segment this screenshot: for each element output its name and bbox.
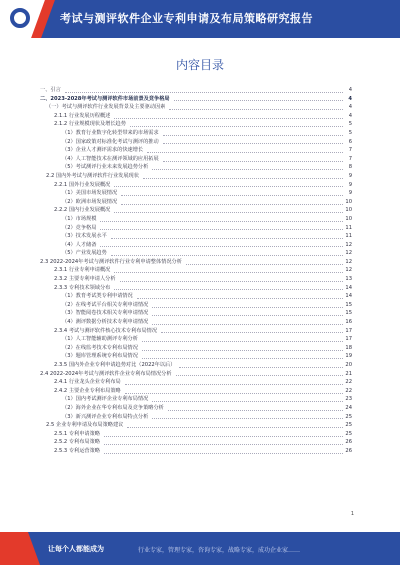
toc-entry[interactable] xyxy=(40,275,352,284)
toc-entry-page: 10 xyxy=(345,207,352,214)
toc-leader-dots xyxy=(152,324,343,325)
toc-entry-page: 9 xyxy=(348,181,352,188)
toc-entry-label: 2.1.1 行业发展历程概述 xyxy=(54,112,111,119)
toc-leader-dots xyxy=(186,264,343,265)
toc-entry-page: 19 xyxy=(345,353,352,360)
toc-leader-dots xyxy=(120,281,343,282)
toc-entry-label: （2）欧洲市场发展情况 xyxy=(62,198,118,205)
toc-entry-page: 22 xyxy=(345,387,352,394)
toc-entry[interactable] xyxy=(40,163,352,172)
toc-leader-dots xyxy=(147,152,343,153)
toc-entry-label: 2.5.3 专利运营策略 xyxy=(54,447,100,454)
toc-leader-dots xyxy=(142,350,343,351)
toc-entry-label: （1）教育行业数字化转型带来的市场需求 xyxy=(62,129,159,136)
toc-entry[interactable] xyxy=(40,387,352,396)
toc-entry-label: 2.5.1 专利申请策略 xyxy=(54,430,100,437)
toc-entry-label: （3）题库管理系统专利布局情况 xyxy=(62,353,138,360)
toc-entry-label: 2.3.5 国内外企业专利申请趋势对比（2022年以后） xyxy=(54,362,176,368)
toc-entry[interactable] xyxy=(40,318,352,327)
toc-entry-label: 2.3.3 专利技术领域分布 xyxy=(54,284,111,291)
toc-entry-label: 2.5 企业专利申请及布局策略建议 xyxy=(46,422,124,429)
toc-entry[interactable] xyxy=(40,155,352,164)
toc-entry-page: 23 xyxy=(345,396,352,403)
toc-leader-dots xyxy=(125,384,343,385)
toc-entry-page: 20 xyxy=(345,362,352,368)
toc-entry-page: 8 xyxy=(348,164,352,171)
toc-entry-label: （4）人工智能技术在测评领域的应用拓展 xyxy=(62,155,159,162)
toc-entry-page: 21 xyxy=(345,370,352,377)
toc-entry-page: 15 xyxy=(345,310,352,317)
toc-leader-dots xyxy=(161,332,343,333)
toc-entry-label: （4）人才储备 xyxy=(62,241,97,248)
toc-entry[interactable] xyxy=(40,249,352,258)
toc-entry[interactable] xyxy=(40,352,352,361)
toc-entry[interactable] xyxy=(40,370,352,379)
toc-entry-page: 4 xyxy=(348,112,352,119)
toc-entry-page: 10 xyxy=(345,215,352,222)
toc-entry[interactable] xyxy=(40,215,352,224)
toc-leader-dots xyxy=(168,410,343,411)
toc-entry-page: 25 xyxy=(345,430,352,437)
toc-entry-page: 12 xyxy=(345,250,352,257)
toc-leader-dots xyxy=(114,212,343,213)
toc-entry-page: 13 xyxy=(345,276,352,283)
toc-entry-label: 一、引言 xyxy=(40,87,61,93)
footer-accent-shape xyxy=(0,532,40,565)
toc-leader-dots xyxy=(65,92,343,93)
toc-entry-page: 5 xyxy=(348,121,352,128)
toc-entry[interactable] xyxy=(40,146,352,155)
toc-entry-label: （3）技术发展水平 xyxy=(62,233,107,240)
toc-entry-page: 9 xyxy=(348,172,352,179)
toc-entry-page: 17 xyxy=(345,327,352,334)
toc-entry[interactable] xyxy=(40,112,352,121)
toc-entry[interactable] xyxy=(40,138,352,147)
toc-entry[interactable] xyxy=(40,266,352,275)
toc-entry-label: （4）测评数据分析技术专利申请情况 xyxy=(62,319,149,326)
toc-entry[interactable] xyxy=(40,95,352,104)
toc-entry-page: 11 xyxy=(345,233,352,240)
toc-leader-dots xyxy=(143,178,343,179)
toc-entry-page: 12 xyxy=(345,267,352,274)
toc-leader-dots xyxy=(100,221,343,222)
toc-entry-label: 2.3.4 考试与测评软件核心技术专利布局情况 xyxy=(54,327,158,334)
toc-entry[interactable] xyxy=(40,430,352,439)
toc-entry-page: 12 xyxy=(345,241,352,248)
toc-entry-label: （5）考试测评行业未来发展趋势分析 xyxy=(62,164,149,171)
toc-leader-dots xyxy=(125,393,343,394)
toc-entry-page: 25 xyxy=(345,413,352,420)
toc-entry-label: （2）海外企业在华专利布局及竞争策略分析 xyxy=(62,404,164,411)
toc-entry-label: 2.4 2022-2024年考试与测评软件企业专利布局情况分析 xyxy=(40,370,172,377)
report-title: 考试与测评软件企业专利申请及布局策略研究报告 xyxy=(60,12,313,25)
toc-entry[interactable] xyxy=(40,232,352,241)
toc-entry-page: 4 xyxy=(348,87,352,93)
toc-leader-dots xyxy=(100,229,343,230)
toc-entry-label: 2.1.2 行业规模现状及增长趋势 xyxy=(54,121,126,128)
toc-entry[interactable] xyxy=(40,198,352,207)
toc-leader-dots xyxy=(104,436,343,437)
toc-entry[interactable] xyxy=(40,335,352,344)
toc-entry[interactable] xyxy=(40,206,352,215)
toc-entry[interactable] xyxy=(40,447,352,456)
toc-entry-label: （1）国内考试测评企业专利布局情况 xyxy=(62,396,149,403)
toc-entry-label: （1）人工智能辅助测评专利分析 xyxy=(62,336,138,343)
toc-entry-page: 14 xyxy=(345,293,352,300)
toc-entry-label: 2.3.2 主要专利申请人分析 xyxy=(54,276,116,283)
toc-entry-label: 2.5.2 专利布局策略 xyxy=(54,439,100,446)
toc-entry-page: 7 xyxy=(348,147,352,154)
page-number: 1 xyxy=(350,511,354,517)
toc-entry-page: 22 xyxy=(345,379,352,386)
toc-leader-dots xyxy=(169,109,343,110)
report-header xyxy=(0,0,400,38)
toc-leader-dots xyxy=(152,307,343,308)
toc-entry[interactable] xyxy=(40,120,352,129)
toc-entry[interactable] xyxy=(40,413,352,422)
toc-entry-label: 2.2.1 国外行业发展概况 xyxy=(54,181,111,188)
toc-leader-dots xyxy=(130,126,343,127)
toc-entry[interactable] xyxy=(40,327,352,336)
toc-leader-dots xyxy=(179,367,343,368)
toc-entry-label: （5）产业发展趋势 xyxy=(62,250,107,257)
toc-entry-label: （1）教育考试类专利申请情况 xyxy=(62,293,133,300)
toc-leader-dots xyxy=(114,186,343,187)
toc-entry-label: （一）考试与测评软件行业发展背景及主要驱动因素 xyxy=(46,104,166,111)
toc-leader-dots xyxy=(111,238,343,239)
toc-leader-dots xyxy=(104,444,343,445)
toc-entry-label: （2）竞争格局 xyxy=(62,224,97,231)
toc-entry-page: 26 xyxy=(345,447,352,454)
toc-entry[interactable] xyxy=(40,258,352,267)
toc-entry[interactable] xyxy=(40,224,352,233)
footer-tagline: 行业专家，管理专家，咨询专家，战略专家，成功企业家…… xyxy=(138,547,301,554)
toc-entry-label: （2）在线考试平台相关专利申请情况 xyxy=(62,301,149,308)
toc-entry[interactable] xyxy=(40,172,352,181)
toc-entry-label: （3）企业人才测评需求的快速增长 xyxy=(62,147,144,154)
toc-leader-dots xyxy=(163,143,343,144)
toc-entry[interactable] xyxy=(40,378,352,387)
toc-leader-dots xyxy=(137,298,343,299)
toc-entry[interactable] xyxy=(40,241,352,250)
toc-entry[interactable] xyxy=(40,395,352,404)
toc-leader-dots xyxy=(152,418,343,419)
toc-entry-label: （2）国家政策对标准化考试与测评的推动 xyxy=(62,138,159,145)
toc-entry-label: 二、2023-2028年考试与测评软件市场前景及竞争格局 xyxy=(40,95,170,102)
toc-entry-label: 2.3 2022-2024年考试与测评软件行业专利申请整体情况分析 xyxy=(40,258,182,265)
toc-entry-page: 17 xyxy=(345,336,352,343)
toc-entry[interactable] xyxy=(40,361,352,370)
toc-leader-dots xyxy=(111,255,343,256)
toc-entry[interactable] xyxy=(40,86,352,95)
toc-entry-label: 2.2 国内外考试与测评软件行业发展现状 xyxy=(46,172,139,179)
toc-leader-dots xyxy=(174,100,343,101)
toc-entry-label: 2.3.1 行业专利申请概况 xyxy=(54,267,111,274)
toc-entry-page: 6 xyxy=(348,138,352,145)
toc-entry-page: 9 xyxy=(348,190,352,197)
toc-entry-page: 18 xyxy=(345,344,352,351)
toc-entry[interactable] xyxy=(40,344,352,353)
toc-entry-page: 12 xyxy=(345,258,352,265)
toc-entry-page: 24 xyxy=(345,404,352,411)
toc-entry-page: 5 xyxy=(348,129,352,136)
toc-leader-dots xyxy=(142,341,343,342)
toc-leader-dots xyxy=(121,204,343,205)
toc-entry[interactable] xyxy=(40,309,352,318)
toc-entry-page: 4 xyxy=(348,104,352,111)
toc-leader-dots xyxy=(152,401,343,402)
toc-leader-dots xyxy=(121,195,343,196)
toc-leader-dots xyxy=(114,118,343,119)
toc-entry-page: 7 xyxy=(348,155,352,162)
toc-leader-dots xyxy=(163,161,343,162)
toc-entry-label: 2.2.2 国内行业发展概况 xyxy=(54,207,111,214)
toc-heading: 内容目录 xyxy=(175,58,224,72)
toc-entry[interactable] xyxy=(40,404,352,413)
toc-entry-label: （2）在线监考技术专利布局情况 xyxy=(62,344,138,351)
toc-entry[interactable] xyxy=(40,421,352,430)
toc-leader-dots xyxy=(100,246,343,247)
toc-entry-page: 10 xyxy=(345,198,352,205)
toc-entry[interactable] xyxy=(40,301,352,310)
toc-entry-label: （3）智能阅卷技术相关专利申请情况 xyxy=(62,310,149,317)
toc-leader-dots xyxy=(104,453,343,454)
toc-entry[interactable] xyxy=(40,284,352,293)
toc-entry-label: （1）市场规模 xyxy=(62,215,97,222)
toc-entry[interactable] xyxy=(40,189,352,198)
toc-leader-dots xyxy=(142,358,343,359)
toc-leader-dots xyxy=(176,375,343,376)
toc-leader-dots xyxy=(152,315,343,316)
toc-leader-dots xyxy=(114,289,343,290)
toc-leader-dots xyxy=(114,272,343,273)
toc-entry[interactable] xyxy=(40,438,352,447)
toc-entry-label: （1）美国市场发展情况 xyxy=(62,190,118,197)
page-footer xyxy=(0,532,400,565)
toc-entry-label: 2.4.1 行业龙头企业专利布局 xyxy=(54,379,121,386)
toc-entry-page: 16 xyxy=(345,319,352,326)
footer-slogan: 让每个人都能成为 xyxy=(48,545,104,553)
toc-entry-page: 25 xyxy=(345,422,352,429)
toc-leader-dots xyxy=(163,135,343,136)
toc-entry[interactable] xyxy=(40,292,352,301)
toc-entry[interactable] xyxy=(40,103,352,112)
toc-entry-page: 11 xyxy=(345,224,352,231)
toc-entry-page: 15 xyxy=(345,301,352,308)
toc-entry[interactable] xyxy=(40,129,352,138)
toc-leader-dots xyxy=(127,427,343,428)
toc-entry[interactable] xyxy=(40,181,352,190)
table-of-contents xyxy=(40,86,352,456)
toc-entry-label: （3）新兴测评企业专利布局特点分析 xyxy=(62,413,149,420)
toc-entry-page: 14 xyxy=(345,284,352,291)
toc-entry-page: 4 xyxy=(348,95,352,102)
toc-entry-page: 26 xyxy=(345,439,352,446)
toc-leader-dots xyxy=(152,169,343,170)
toc-entry-label: 2.4.2 主要企业专利布局策略 xyxy=(54,387,121,394)
